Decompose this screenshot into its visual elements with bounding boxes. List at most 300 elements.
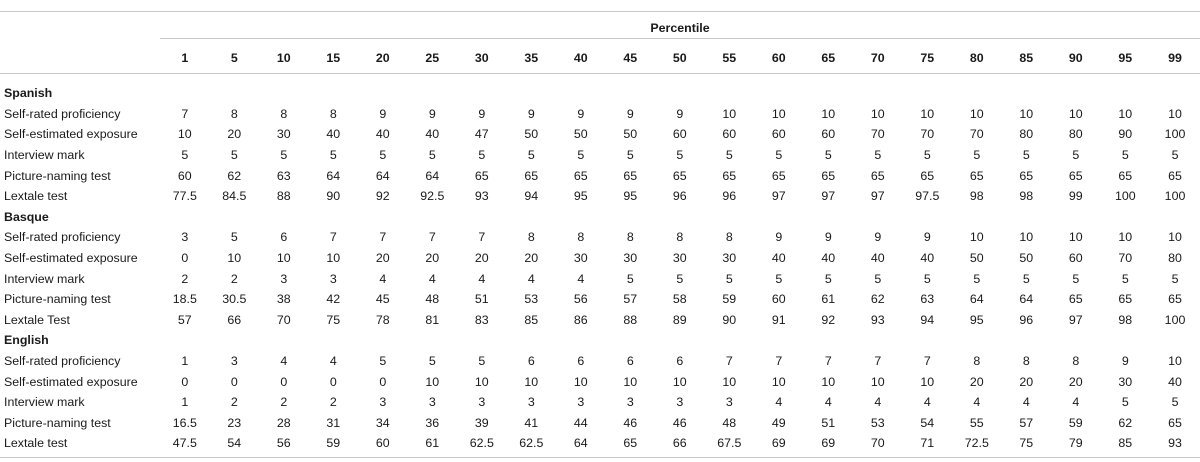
table-cell: 47.5 xyxy=(172,436,197,451)
table-cell: 30 xyxy=(623,251,638,266)
table-cell: 53 xyxy=(524,292,539,307)
table-cell: 9 xyxy=(428,106,436,121)
table-cell: 40 xyxy=(425,127,440,142)
table-cell: 0 xyxy=(280,374,288,389)
table-cell: 5 xyxy=(725,148,733,163)
table-cell: 9 xyxy=(676,106,684,121)
table-cell: 30.5 xyxy=(222,292,247,307)
table-cell: 3 xyxy=(676,395,684,410)
table-cell: 95 xyxy=(573,189,588,204)
table-cell: 5 xyxy=(428,148,436,163)
table-cell: 65 xyxy=(623,168,638,183)
table-cell: 97 xyxy=(821,189,836,204)
table-cell: 20 xyxy=(227,127,242,142)
table-cell: 10 xyxy=(870,374,885,389)
table-cell: 8 xyxy=(577,230,585,245)
table-cell: 65 xyxy=(1168,415,1182,430)
table-cell: 62 xyxy=(1118,415,1133,430)
table-cell: 63 xyxy=(276,168,291,183)
table-cell: 60 xyxy=(771,292,786,307)
percentile-header-75: 75 xyxy=(920,50,935,65)
table-cell: 10 xyxy=(1019,106,1034,121)
section-title: English xyxy=(4,333,49,348)
table-cell: 40 xyxy=(771,251,786,266)
table-cell: 9 xyxy=(874,230,882,245)
table-cell: 85 xyxy=(1118,436,1133,451)
table-cell: 47 xyxy=(474,127,489,142)
table-cell: 75 xyxy=(1019,436,1034,451)
table-cell: 97 xyxy=(870,189,885,204)
table-cell: 40 xyxy=(326,127,341,142)
table-cell: 30 xyxy=(573,251,588,266)
table-cell: 10 xyxy=(771,106,786,121)
table-row xyxy=(0,351,1200,372)
table-cell: 10 xyxy=(1118,106,1133,121)
table-cell: 58 xyxy=(672,292,687,307)
table-cell: 7 xyxy=(824,354,832,369)
table-cell: 65 xyxy=(623,436,638,451)
table-cell: 97.5 xyxy=(915,189,940,204)
table-cell: 10 xyxy=(969,230,984,245)
table-cell: 99 xyxy=(1068,189,1083,204)
table-cell: 70 xyxy=(870,436,885,451)
table-cell: 5 xyxy=(428,354,436,369)
table-cell: 62.5 xyxy=(519,436,544,451)
table-cell: 80 xyxy=(1068,127,1083,142)
table-cell: 89 xyxy=(672,312,687,327)
table-cell: 0 xyxy=(181,374,189,389)
section-filler xyxy=(160,330,1200,351)
table-cell: 53 xyxy=(870,415,885,430)
table-cell: 60 xyxy=(771,127,786,142)
table-cell: 98 xyxy=(1019,189,1034,204)
table-cell: 46 xyxy=(672,415,687,430)
table-cell: 72.5 xyxy=(964,436,989,451)
table-cell: 59 xyxy=(722,292,737,307)
table-cell: 10 xyxy=(722,374,737,389)
table-cell: 96 xyxy=(722,189,737,204)
table-cell: 84.5 xyxy=(222,189,247,204)
table-cell: 98 xyxy=(1118,312,1133,327)
table-cell: 10 xyxy=(920,374,935,389)
percentile-header-10: 10 xyxy=(276,50,291,65)
table-row xyxy=(0,413,1200,434)
table-cell: 70 xyxy=(276,312,291,327)
table-cell: 9 xyxy=(1121,354,1129,369)
table-cell: 40 xyxy=(375,127,390,142)
section-title: Spanish xyxy=(4,86,53,101)
table-cell: 64 xyxy=(425,168,440,183)
table-cell: 5 xyxy=(824,271,832,286)
table-cell: 9 xyxy=(379,106,387,121)
table-cell: 3 xyxy=(527,395,535,410)
table-cell: 2 xyxy=(181,271,189,286)
table-cell: 3 xyxy=(329,271,337,286)
table-cell: 69 xyxy=(771,436,786,451)
table-cell: 10 xyxy=(1068,230,1083,245)
percentile-header-25: 25 xyxy=(425,50,440,65)
table-cell: 65 xyxy=(672,168,687,183)
table-cell: 9 xyxy=(775,230,783,245)
table-cell: 7 xyxy=(329,230,337,245)
table-cell: 5 xyxy=(181,148,189,163)
table-row xyxy=(0,145,1200,166)
section-row-spanish xyxy=(0,83,1200,104)
table-cell: 92 xyxy=(821,312,836,327)
table-cell: 54 xyxy=(227,436,242,451)
row-label: Interview mark xyxy=(4,271,85,286)
table-cell: 8 xyxy=(626,230,634,245)
table-cell: 4 xyxy=(527,271,535,286)
table-cell: 20 xyxy=(474,251,489,266)
table-cell: 8 xyxy=(973,354,981,369)
table-cell: 48 xyxy=(425,292,440,307)
table-cell: 65 xyxy=(1168,168,1182,183)
percentile-header-80: 80 xyxy=(969,50,984,65)
table-cell: 5 xyxy=(1121,148,1129,163)
table-cell: 7 xyxy=(428,230,436,245)
table-cell: 65 xyxy=(821,168,836,183)
table-cell: 2 xyxy=(230,395,238,410)
table-cell: 8 xyxy=(1072,354,1080,369)
row-label: Picture-naming test xyxy=(4,168,111,183)
table-cell: 5 xyxy=(230,230,238,245)
table-cell: 71 xyxy=(920,436,935,451)
table-cell: 65 xyxy=(722,168,737,183)
top-rule xyxy=(0,11,1200,12)
table-cell: 36 xyxy=(425,415,440,430)
table-cell: 65 xyxy=(920,168,935,183)
percentile-header-70: 70 xyxy=(870,50,885,65)
table-row xyxy=(0,433,1200,454)
table-cell: 65 xyxy=(524,168,539,183)
table-cell: 5 xyxy=(626,148,634,163)
table-cell: 59 xyxy=(326,436,341,451)
percentile-header-20: 20 xyxy=(375,50,390,65)
table-cell: 5 xyxy=(676,271,684,286)
table-cell: 10 xyxy=(425,374,440,389)
table-cell: 65 xyxy=(573,168,588,183)
table-cell: 60 xyxy=(672,127,687,142)
table-cell: 38 xyxy=(276,292,291,307)
table-cell: 10 xyxy=(227,251,242,266)
table-cell: 96 xyxy=(1019,312,1034,327)
table-cell: 20 xyxy=(524,251,539,266)
table-cell: 9 xyxy=(824,230,832,245)
table-cell: 5 xyxy=(1072,148,1080,163)
table-cell: 66 xyxy=(672,436,687,451)
table-cell: 100 xyxy=(1114,189,1136,204)
percentile-header-15: 15 xyxy=(326,50,341,65)
table-cell: 42 xyxy=(326,292,341,307)
percentile-header-40: 40 xyxy=(573,50,588,65)
percentile-header-60: 60 xyxy=(771,50,786,65)
table-cell: 64 xyxy=(969,292,984,307)
table-cell: 10 xyxy=(1168,354,1182,369)
table-cell: 5 xyxy=(577,148,585,163)
table-cell: 5 xyxy=(725,271,733,286)
bottom-rule xyxy=(0,457,1200,458)
table-cell: 63 xyxy=(920,292,935,307)
table-cell: 96 xyxy=(672,189,687,204)
percentile-header-50: 50 xyxy=(672,50,687,65)
table-cell: 45 xyxy=(375,292,390,307)
table-cell: 10 xyxy=(474,374,489,389)
table-cell: 1 xyxy=(181,354,189,369)
table-cell: 4 xyxy=(874,395,882,410)
table-cell: 5 xyxy=(379,148,387,163)
table-cell: 10 xyxy=(573,374,588,389)
table-cell: 10 xyxy=(276,251,291,266)
section-title: Basque xyxy=(4,209,49,224)
percentile-header-55: 55 xyxy=(722,50,737,65)
table-cell: 2 xyxy=(280,395,288,410)
table-cell: 90 xyxy=(1118,127,1133,142)
table-cell: 93 xyxy=(474,189,489,204)
table-cell: 5 xyxy=(923,148,931,163)
table-cell: 10 xyxy=(821,374,836,389)
table-cell: 93 xyxy=(1168,436,1182,451)
table-row xyxy=(0,392,1200,413)
table-cell: 4 xyxy=(379,271,387,286)
table-cell: 5 xyxy=(230,148,238,163)
table-cell: 5 xyxy=(478,354,486,369)
table-cell: 30 xyxy=(722,251,737,266)
table-cell: 65 xyxy=(1068,168,1083,183)
table-cell: 51 xyxy=(821,415,836,430)
table-cell: 10 xyxy=(623,374,638,389)
table-cell: 62 xyxy=(227,168,242,183)
table-cell: 5 xyxy=(1171,395,1179,410)
table-cell: 5 xyxy=(626,271,634,286)
table-cell: 44 xyxy=(573,415,588,430)
table-cell: 8 xyxy=(230,106,238,121)
row-label: Self-estimated exposure xyxy=(4,374,138,389)
row-label: Picture-naming test xyxy=(4,292,111,307)
table-cell: 88 xyxy=(623,312,638,327)
table-cell: 10 xyxy=(524,374,539,389)
table-cell: 50 xyxy=(623,127,638,142)
percentile-header-99: 99 xyxy=(1168,50,1182,65)
table-cell: 3 xyxy=(428,395,436,410)
table-cell: 5 xyxy=(676,148,684,163)
table-cell: 62 xyxy=(870,292,885,307)
table-cell: 30 xyxy=(672,251,687,266)
percentile-table-page xyxy=(0,6,1200,462)
table-cell: 64 xyxy=(326,168,341,183)
table-cell: 40 xyxy=(870,251,885,266)
table-cell: 5 xyxy=(329,148,337,163)
table-cell: 65 xyxy=(1019,168,1034,183)
table-cell: 31 xyxy=(326,415,341,430)
table-cell: 75 xyxy=(326,312,341,327)
table-cell: 78 xyxy=(375,312,390,327)
table-cell: 50 xyxy=(1019,251,1034,266)
table-cell: 41 xyxy=(524,415,539,430)
table-cell: 10 xyxy=(920,106,935,121)
table-cell: 100 xyxy=(1164,312,1186,327)
table-cell: 81 xyxy=(425,312,440,327)
table-cell: 5 xyxy=(775,271,783,286)
percentile-header-85: 85 xyxy=(1019,50,1034,65)
table-cell: 49 xyxy=(771,415,786,430)
table-cell: 50 xyxy=(524,127,539,142)
table-cell: 3 xyxy=(725,395,733,410)
table-cell: 5 xyxy=(1072,271,1080,286)
table-cell: 55 xyxy=(969,415,984,430)
table-cell: 5 xyxy=(478,148,486,163)
table-cell: 1 xyxy=(181,395,189,410)
table-cell: 6 xyxy=(676,354,684,369)
section-filler xyxy=(160,83,1200,104)
table-cell: 10 xyxy=(771,374,786,389)
table-cell: 50 xyxy=(969,251,984,266)
table-cell: 70 xyxy=(870,127,885,142)
table-row xyxy=(0,104,1200,125)
table-row xyxy=(0,227,1200,248)
table-cell: 66 xyxy=(227,312,242,327)
table-row xyxy=(0,371,1200,392)
table-cell: 40 xyxy=(1168,374,1182,389)
table-cell: 57 xyxy=(177,312,192,327)
table-cell: 5 xyxy=(1121,271,1129,286)
table-row xyxy=(0,248,1200,269)
table-cell: 97 xyxy=(771,189,786,204)
table-cell: 10 xyxy=(326,251,341,266)
table-cell: 48 xyxy=(722,415,737,430)
table-cell: 5 xyxy=(775,148,783,163)
table-cell: 5 xyxy=(874,148,882,163)
table-cell: 7 xyxy=(874,354,882,369)
percentile-table xyxy=(0,6,1200,454)
table-cell: 64 xyxy=(1019,292,1034,307)
table-cell: 20 xyxy=(1019,374,1034,389)
table-cell: 86 xyxy=(573,312,588,327)
table-cell: 65 xyxy=(1168,292,1182,307)
table-cell: 9 xyxy=(626,106,634,121)
table-cell: 10 xyxy=(1118,230,1133,245)
table-cell: 3 xyxy=(379,395,387,410)
table-body xyxy=(0,73,1200,454)
table-cell: 93 xyxy=(870,312,885,327)
table-cell: 34 xyxy=(375,415,390,430)
table-cell: 4 xyxy=(775,395,783,410)
table-cell: 60 xyxy=(821,127,836,142)
table-cell: 77.5 xyxy=(172,189,197,204)
percentile-header-95: 95 xyxy=(1118,50,1133,65)
table-cell: 10 xyxy=(177,127,192,142)
table-cell: 5 xyxy=(527,148,535,163)
table-cell: 6 xyxy=(626,354,634,369)
table-cell: 79 xyxy=(1068,436,1083,451)
table-cell: 70 xyxy=(920,127,935,142)
table-cell: 65 xyxy=(1118,292,1133,307)
table-cell: 65 xyxy=(969,168,984,183)
row-label: Self-rated proficiency xyxy=(4,230,121,245)
table-cell: 9 xyxy=(923,230,931,245)
table-cell: 16.5 xyxy=(172,415,197,430)
table-cell: 8 xyxy=(676,230,684,245)
table-cell: 4 xyxy=(428,271,436,286)
table-cell: 85 xyxy=(524,312,539,327)
table-cell: 92.5 xyxy=(420,189,445,204)
table-cell: 4 xyxy=(1022,395,1030,410)
header-first-col xyxy=(0,38,160,73)
table-cell: 8 xyxy=(280,106,288,121)
table-cell: 5 xyxy=(874,271,882,286)
table-cell: 10 xyxy=(1168,106,1182,121)
percentile-group-header: Percentile xyxy=(160,6,1200,38)
row-label: Self-rated proficiency xyxy=(4,106,121,121)
table-cell: 54 xyxy=(920,415,935,430)
table-cell: 4 xyxy=(824,395,832,410)
percentile-header-30: 30 xyxy=(474,50,489,65)
table-cell: 65 xyxy=(1068,292,1083,307)
row-label: Lextale Test xyxy=(4,312,70,327)
row-label: Lextale test xyxy=(4,436,68,451)
table-cell: 64 xyxy=(375,168,390,183)
table-cell: 65 xyxy=(771,168,786,183)
table-cell: 65 xyxy=(1118,168,1133,183)
table-cell: 10 xyxy=(821,106,836,121)
section-row-english xyxy=(0,330,1200,351)
table-cell: 65 xyxy=(474,168,489,183)
table-row xyxy=(0,268,1200,289)
table-cell: 100 xyxy=(1164,127,1186,142)
table-cell: 7 xyxy=(725,354,733,369)
table-cell: 60 xyxy=(177,168,192,183)
table-cell: 4 xyxy=(478,271,486,286)
table-cell: 4 xyxy=(280,354,288,369)
table-cell: 3 xyxy=(577,395,585,410)
table-cell: 9 xyxy=(478,106,486,121)
table-cell: 7 xyxy=(923,354,931,369)
percentile-header-65: 65 xyxy=(821,50,836,65)
table-row xyxy=(0,124,1200,145)
table-cell: 7 xyxy=(379,230,387,245)
table-cell: 40 xyxy=(920,251,935,266)
table-cell: 97 xyxy=(1068,312,1083,327)
table-cell: 57 xyxy=(623,292,638,307)
table-cell: 51 xyxy=(474,292,489,307)
row-label: Interview mark xyxy=(4,148,85,163)
table-cell: 94 xyxy=(920,312,935,327)
table-cell: 30 xyxy=(276,127,291,142)
row-label: Self-estimated exposure xyxy=(4,127,138,142)
header-percentile-row xyxy=(0,38,1200,73)
percentile-header-1: 1 xyxy=(181,50,189,65)
table-cell: 61 xyxy=(425,436,440,451)
section-row-basque xyxy=(0,207,1200,228)
table-cell: 23 xyxy=(227,415,242,430)
table-cell: 88 xyxy=(276,189,291,204)
table-cell: 0 xyxy=(181,251,189,266)
table-cell: 9 xyxy=(577,106,585,121)
table-cell: 90 xyxy=(326,189,341,204)
table-cell: 18.5 xyxy=(172,292,197,307)
table-cell: 95 xyxy=(969,312,984,327)
table-cell: 5 xyxy=(379,354,387,369)
table-cell: 5 xyxy=(1022,271,1030,286)
table-cell: 83 xyxy=(474,312,489,327)
table-cell: 3 xyxy=(478,395,486,410)
table-cell: 40 xyxy=(821,251,836,266)
table-row xyxy=(0,310,1200,331)
table-cell: 91 xyxy=(771,312,786,327)
table-cell: 5 xyxy=(973,148,981,163)
table-cell: 90 xyxy=(722,312,737,327)
table-cell: 7 xyxy=(478,230,486,245)
